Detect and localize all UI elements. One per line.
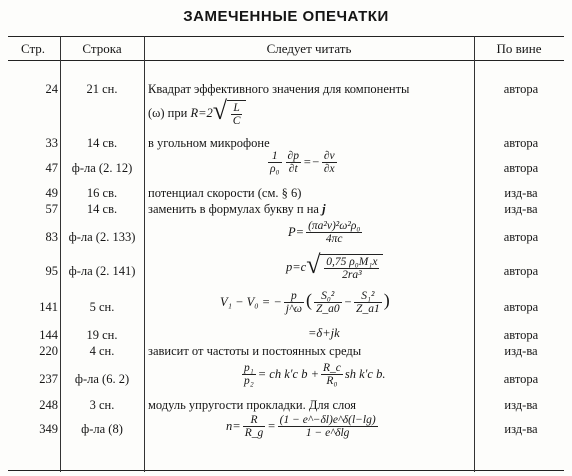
row-fault: автора <box>503 328 539 342</box>
formula-row-95: p=c √ $\frac{\text{0,75 ρ₀M₁x}}{\text{2ra³}}$ <box>286 254 383 282</box>
header-correction: Следует читать <box>266 41 352 56</box>
formula-row-83: P= $\frac{\text{(πa²v)²ω²ρ₀}}{4\pi c}$ <box>288 220 361 245</box>
row-line: 5 сн. <box>89 300 115 314</box>
header-page: Стр. <box>20 41 46 56</box>
formula-row-24: (ω) при R=2 √ $\frac{L}{C}$ <box>148 100 246 128</box>
row-fault: изд-ва <box>504 186 538 200</box>
page-title: ЗАМЕЧЕННЫЕ ОПЕЧАТКИ <box>183 8 389 25</box>
formula-row-141: V₁ − V₀ = − $\frac{p}{j\^{}\omega}$ ( $\frac{\text{S₀²}}{Z\_a0}$ − $\frac{\text{S₁²}}{Z\_a1}$ ) <box>220 290 390 316</box>
row-fault: автора <box>503 372 539 386</box>
row-fault: автора <box>503 300 539 314</box>
row-fault: изд-ва <box>504 202 538 216</box>
row-page: 33 <box>45 136 58 150</box>
formula-row-237: $\frac{\text{p₁}}{\text{p₂}}$ = ch k′c b + $\frac{R\_c}{\text{R₀}}$ sh k′c b. <box>244 362 386 387</box>
formula-row-144: =δ+jk <box>308 326 340 340</box>
row-correction: Квадрат эффективного значения для компоненты <box>148 82 410 96</box>
table-top-rule <box>8 36 564 37</box>
row-page: 144 <box>39 328 58 342</box>
row-line: 14 св. <box>86 202 118 216</box>
row-page: 24 <box>45 82 58 96</box>
row-fault: автора <box>503 161 539 175</box>
errata-table <box>8 36 564 472</box>
row-page: 57 <box>45 202 58 216</box>
header-line: Строка <box>82 41 122 56</box>
row-page: 349 <box>39 422 58 436</box>
row-line: 16 св. <box>86 186 118 200</box>
row-line: 3 сн. <box>89 398 115 412</box>
row-page: 49 <box>45 186 58 200</box>
row-correction: в угольном микрофоне <box>148 136 270 150</box>
formula-row-47: $\frac{1}{\text{ρ₀}}$ $\frac{\partial p}{\partial t}$ =− $\frac{\partial v}{\partial x}$ <box>270 150 335 175</box>
row-page: 47 <box>45 161 58 175</box>
row-page: 220 <box>39 344 58 358</box>
table-header-rule <box>8 60 564 61</box>
row-fault: автора <box>503 136 539 150</box>
row-correction: зависит от частоты и постоянных среды <box>148 344 362 358</box>
row-page: 95 <box>45 264 58 278</box>
formula-row-57: j <box>322 202 326 216</box>
row-correction: заменить в формулах букву п на j <box>148 202 326 216</box>
column-divider <box>474 36 475 472</box>
row-page: 83 <box>45 230 58 244</box>
formula-row-349: n= $\frac{R}{R\_g}$ = $\frac{(1 - e\^{}-\delta l)e\^{}\delta(l-\lg)}{1 - e\^{}\delta\lg}$ <box>226 414 376 439</box>
column-divider <box>144 36 145 472</box>
row-line: 14 св. <box>86 136 118 150</box>
row-line: ф-ла (2. 141) <box>68 264 136 278</box>
row-fault: автора <box>503 230 539 244</box>
header-fault: По вине <box>496 41 542 56</box>
row-correction: модуль упругости прокладки. Для слоя <box>148 398 357 412</box>
row-page: 141 <box>39 300 58 314</box>
row-fault: автора <box>503 264 539 278</box>
row-correction: потенциал скорости (см. § 6) <box>148 186 302 200</box>
row-line: ф-ла (6. 2) <box>74 372 130 386</box>
row-line: 19 сн. <box>86 328 118 342</box>
row-fault: автора <box>503 82 539 96</box>
table-bottom-rule <box>8 470 564 471</box>
row-page: 237 <box>39 372 58 386</box>
row-page: 248 <box>39 398 58 412</box>
row-line: 4 сн. <box>89 344 115 358</box>
row-fault: изд-ва <box>504 344 538 358</box>
row-line: 21 сн. <box>86 82 118 96</box>
row-line: ф-ла (2. 133) <box>68 230 136 244</box>
row-line: ф-ла (2. 12) <box>71 161 133 175</box>
row-fault: изд-ва <box>504 422 538 436</box>
row-fault: изд-ва <box>504 398 538 412</box>
row-line: ф-ла (8) <box>81 422 123 436</box>
